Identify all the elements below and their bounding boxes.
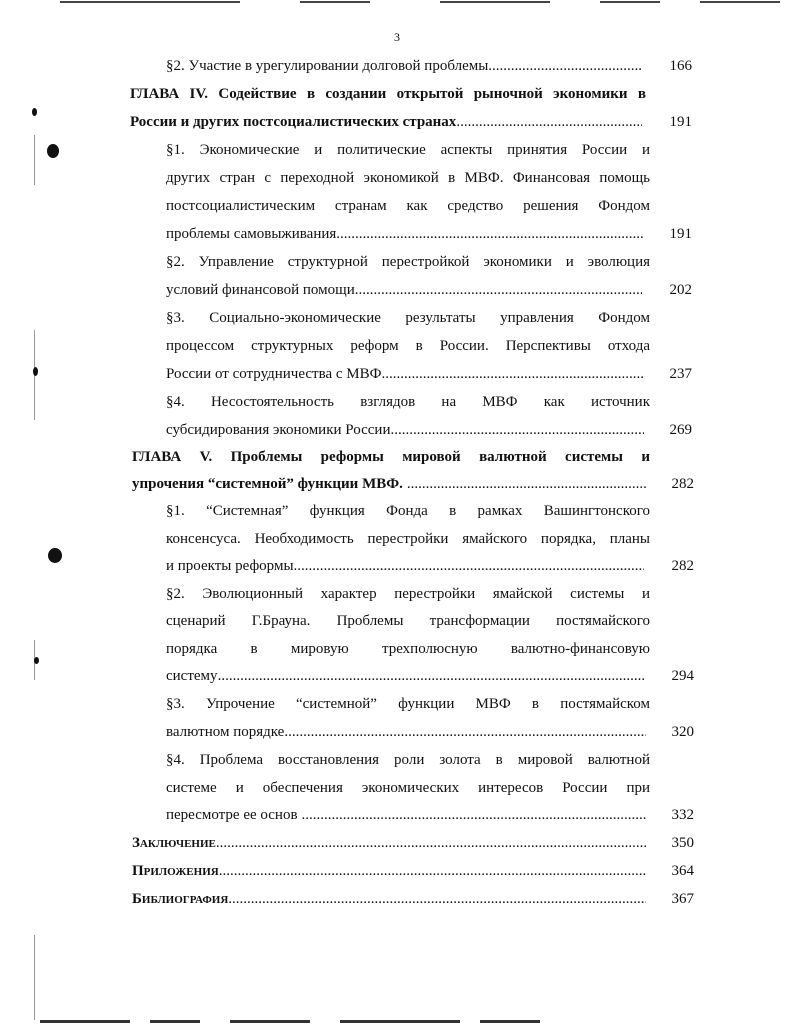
toc-page-number: 364	[671, 863, 694, 879]
toc-chapter-heading: ГЛАВА IV. Содействие в создании открытой рыночной экономики в	[130, 86, 646, 102]
toc-entry-text: §2. Участие в урегулировании долговой проблемы	[166, 58, 489, 74]
toc-entry: сценарий Г.Брауна. Проблемы трансформации постямайского	[166, 613, 650, 629]
toc-entry	[166, 56, 642, 76]
toc-entry: порядка в мировую трехполюсную валютно-финансовую	[166, 641, 650, 657]
toc-page-number: 320	[671, 724, 694, 740]
toc-entry: пересмотре ее основ .....	[166, 805, 646, 825]
toc-page-number: 367	[671, 891, 694, 907]
toc-entry: системе и обеспечения экономических интересов России при	[166, 780, 650, 796]
toc-entry: §2. Эволюционный характер перестройки ямайской системы и	[166, 586, 650, 602]
toc-page-number: 350	[671, 835, 694, 851]
toc-entry: §2. Управление структурной перестройкой экономики и эволюция	[166, 254, 650, 270]
toc-page-number: 166	[669, 58, 692, 74]
toc-chapter-heading: упрочения “системной” функции МВФ. .....	[132, 474, 646, 494]
toc-entry: и проекты реформы .....	[166, 556, 644, 576]
ink-speck	[34, 657, 39, 664]
toc-entry: субсидирования экономики России .....	[166, 420, 644, 440]
ink-speck	[47, 144, 59, 158]
toc-entry: §3. Социально-экономические результаты управления Фондом	[166, 310, 650, 326]
page-number: 3	[394, 30, 400, 44]
ink-speck	[32, 108, 37, 116]
toc-entry: валютном порядке .....	[166, 722, 646, 742]
toc-entry: §4. Проблема восстановления роли золота в мировой валютной	[166, 752, 650, 768]
toc-entry: §3. Упрочение “системной” функции МВФ в постямайском	[166, 696, 650, 712]
scan-edge-top	[60, 0, 794, 5]
toc-page-number: 202	[669, 282, 692, 298]
ink-speck	[48, 548, 62, 563]
scan-mark	[34, 135, 35, 185]
toc-entry-bibliography: Библиография .....	[132, 889, 646, 909]
toc-page-number: 269	[669, 422, 692, 438]
toc-entry-conclusion: Заключение .....	[132, 833, 646, 853]
toc-entry: постсоциалистическим странам как средство решения Фондом	[166, 198, 650, 214]
toc-page-number: 191	[669, 226, 692, 242]
toc-entry: §1. Экономические и политические аспекты принятия России и	[166, 142, 650, 158]
toc-entry: России от сотрудничества с МВФ .....	[166, 364, 644, 384]
ink-speck	[33, 367, 38, 376]
toc-entry: консенсуса. Необходимость перестройки ямайского порядка, планы	[166, 531, 650, 547]
toc-chapter-heading: ГЛАВА V. Проблемы реформы мировой валютной системы и	[132, 449, 650, 465]
toc-page-number: 332	[671, 807, 694, 823]
toc-entry: процессом структурных реформ в России. Перспективы отхода	[166, 338, 650, 354]
toc-page-number: 282	[671, 558, 694, 574]
toc-entry: §1. “Системная” функция Фонда в рамках Вашингтонского	[166, 503, 650, 519]
toc-entry: систему .....	[166, 666, 644, 686]
toc-entry: проблемы самовыживания .....	[166, 224, 644, 244]
toc-page-number: 294	[671, 668, 694, 684]
toc-chapter-heading: России и других постсоциалистических странах .....	[130, 112, 642, 132]
toc-entry: условий финансовой помощи .....	[166, 280, 642, 300]
toc-page-number: 237	[669, 366, 692, 382]
toc-page-number: 191	[669, 114, 692, 130]
toc-entry-appendices: Приложения .....	[132, 861, 646, 881]
toc-entry: §4. Несостоятельность взглядов на МВФ как источник	[166, 394, 650, 410]
toc-page-number: 282	[671, 476, 694, 492]
toc-entry: других стран с переходной экономикой в МВФ. Финансовая помощь	[166, 170, 650, 186]
scan-edge-bottom	[40, 1019, 794, 1025]
scan-mark	[34, 935, 35, 1020]
